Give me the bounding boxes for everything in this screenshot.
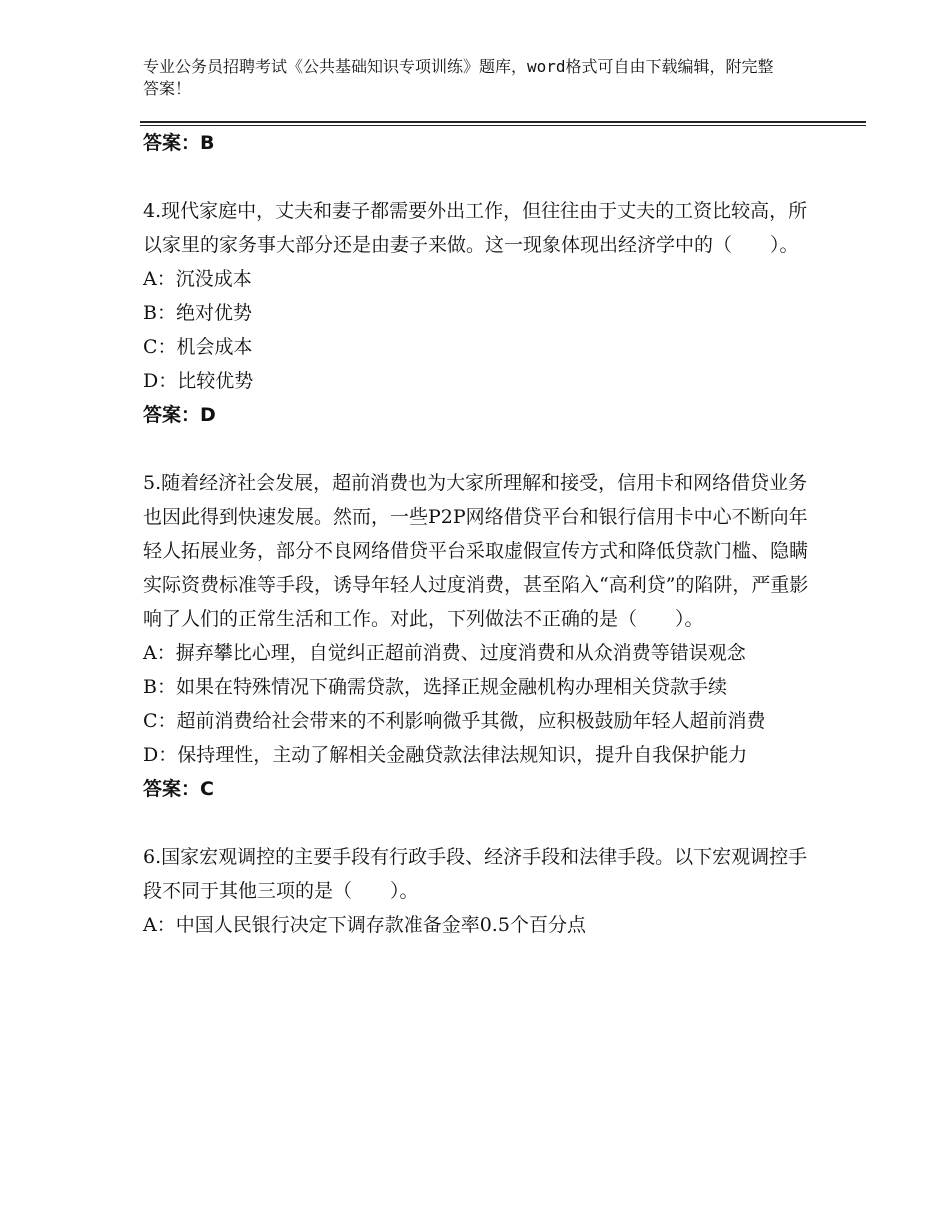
option-b: B：绝对优势 — [143, 302, 252, 324]
option-a: A：摒弃攀比心理，自觉纠正超前消费、过度消费和从众消费等错误观念 — [143, 642, 746, 664]
question-list — [143, 126, 823, 942]
question-stem: 6.国家宏观调控的主要手段有行政手段、经济手段和法律手段。以下宏观调控手段不同于其他三项的是（ ）。 — [143, 846, 808, 902]
question-5 — [143, 466, 823, 806]
option-d: D：比较优势 — [143, 370, 254, 392]
question-stem: 4.现代家庭中，丈夫和妻子都需要外出工作，但往往由于丈夫的工资比较高，所以家里的家务事大部分还是由妻子来做。这一现象体现出经济学中的（ ）。 — [143, 200, 808, 256]
document-header: 专业公务员招聘考试《公共基础知识专项训练》题库，word格式可自由下载编辑，附完整答案！ — [143, 57, 774, 98]
answer-line: 答案：D — [143, 404, 216, 426]
option-b: B：如果在特殊情况下确需贷款，选择正规金融机构办理相关贷款手续 — [143, 676, 727, 698]
option-a: A：沉没成本 — [143, 268, 252, 290]
option-a: A：中国人民银行决定下调存款准备金率0.5个百分点 — [143, 914, 586, 936]
answer-line: 答案：B — [143, 132, 215, 154]
option-c: C：超前消费给社会带来的不利影响微乎其微，应积极鼓励年轻人超前消费 — [143, 710, 766, 732]
option-c: C：机会成本 — [143, 336, 253, 358]
header-divider-thick — [140, 121, 866, 123]
answer-line: 答案：C — [143, 778, 214, 800]
question-6 — [143, 840, 823, 942]
question-stem: 5.随着经济社会发展，超前消费也为大家所理解和接受，信用卡和网络借贷业务也因此得到快速发展。然而，一些P2P网络借贷平台和银行信用卡中心不断向年轻人拓展业务，部分不良网络借贷平台采取虚假宣传方式和降低贷款门槛、隐瞒实际资费标准等手段，诱导年轻人过度消费，甚至陷入“高利贷”的陷阱，严重影响了人们的正常生活和工作。对此，下列做法不正确的是（ ）。 — [143, 472, 809, 630]
question-4 — [143, 194, 823, 432]
option-d: D：保持理性，主动了解相关金融贷款法律法规知识，提升自我保护能力 — [143, 744, 748, 766]
